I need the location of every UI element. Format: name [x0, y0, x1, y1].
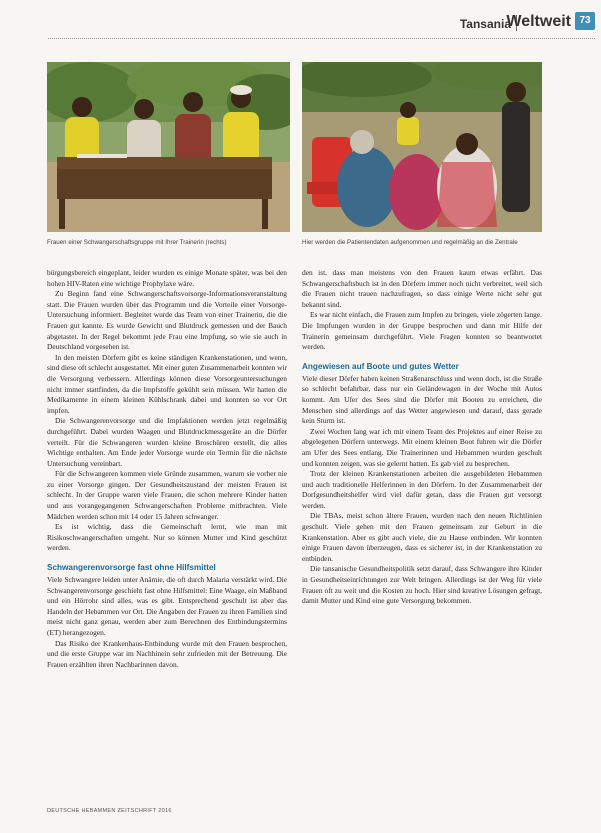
paragraph: Viele Schwangere leiden unter Anämie, die oft durch Malaria verstärkt wird. Die Schwangerenvorsorge geschieht fast ohne Hilfsmittel: Eine Waage, ein Maßband und ein Hörrohr sind alles, was es gibt. Entsprechend geschult ist aber das Handeln der Hebammen vor Ort. Die Angaben der Frauen zu ihren Familien sind meist nicht ganz genau, werden aber zum Berechnen des Entbindungstermins (ET) herangezogen. [47, 575, 287, 637]
article-column-left [47, 268, 287, 670]
page-header [0, 8, 601, 38]
article-column-right [302, 268, 542, 607]
header-section: Weltweit [506, 13, 571, 30]
photo-data-recording-image [302, 62, 542, 232]
paragraph: Die tansanische Gesundheitspolitik setzt darauf, dass Schwangere ihre Kinder in Gesundheitseinrichtungen zur Welt bringen. Allerdings ist der Weg für viele Frauen oft zu weit und die Kosten zu hoch. Hier sind kreative Lösungen gefragt, damit Mutter und Kind eine gute Versorgung bekommen. [302, 564, 542, 606]
paragraph: Trotz der kleinen Krankenstationen arbeiten die ausgebildeten Hebammen und auch traditionelle Helferinnen in den Dörfern. In der Zusammenarbeit der Dorfgesundheitshelfer wird viel dafür getan, dass die Frauen gut versorgt werden. [302, 469, 542, 510]
photo-caption-1: Frauen einer Schwangerschaftsgruppe mit Ihrer Trainerin (rechts) [47, 239, 227, 246]
photo-women-group-image [47, 62, 290, 232]
paragraph: Die Schwangerenvorsorge und die Impfaktionen werden jetzt regelmäßig durchgeführt. Dabei wurden Waagen und Blutdruckmessgeräte an die Dörfer verteilt. Für die Schwangeren wurden kleine Broschüren erstellt, die alles Wichtige enthalten. Am Ende jeder Vorsorge wurde ein Termin für die nächste Untersuchung vereinbart. [47, 416, 287, 468]
paragraph: Zwei Wochen lang war ich mit einem Team des Projektes auf einer Reise zu abgelegenen Dörfern unterwegs. Mit einem kleinen Boot fuhren wir die Dörfer am Ufer des Sees entlang. Die Trainerinnen und Hebammen wurden geschult und konnten zeigen, was sie gelernt hatten. Es gab viel zu besprechen. [302, 426, 542, 468]
subheading-right: Angewiesen auf Boote und gutes Wetter [302, 361, 459, 371]
paragraph: den ist, dass man meistens von den Frauen kaum etwas erfährt. Das Schwangerschaftsbuch ist in den Dörfern immer noch nicht verbreitet, weil sich die Frauen nicht trauen nachzufragen, so dass einige Werte nicht sehr gut bekannt sind. [302, 268, 542, 309]
paragraph: bürgungsbereich eingeplant, leider wurden es einige Monate später, was bei den hohen HIV-Raten eine wichtige Prophylaxe wäre. [47, 268, 287, 288]
paragraph: Die TBAs, meist schon ältere Frauen, wurden nach den neuen Richtlinien geschult. Viele gehen mit den Frauen gemeinsam zur Geburt in die Krankenstation. Aber es gibt auch viele, die zu Hause entbinden. Wir konnten einige Frauen davon überzeugen, dass es sicherer ist, in der Krankenstation zu entbinden. [302, 511, 542, 563]
photo-caption-2: Hier werden die Patientendaten aufgenommen und regelmäßig an die Zentrale [302, 239, 518, 246]
photo-women-group [47, 62, 290, 232]
header-country: Tansania [459, 17, 511, 31]
paragraph: Für die Schwangeren kommen viele Gründe zusammen, warum sie vorher nie zu einer Vorsorge gingen. Der Gesundheitszustand der meisten Frauen ist schlecht. In der Gruppe waren viele Frauen, die schon mehrere Kinder hatten und aus vorangegangenen Schwangerschaften Probleme mitbrachten. Viele Mädchen werden schon mit 14 oder 15 Jahren schwanger. [47, 469, 287, 521]
paragraph: Es war nicht einfach, die Frauen zum Impfen zu bringen, viele zögerten lange. Die Impfungen wurden in der Gruppe besprochen und dann mit Hilfe der Trainerin gemeinsam durchgeführt. Viele Fragen konnten so beantwortet werden. [302, 310, 542, 352]
header-rule [48, 38, 595, 39]
photo-data-recording [302, 62, 542, 232]
paragraph: Zu Beginn fand eine Schwangerschaftsvorsorge-Informationsveranstaltung statt. Die Frauen wurden über das Programm und die Vorteile einer Vorsorge-Untersuchung informiert. Begleitet wurde das Team von einer Trainerin, die die Frauen gut kannte. Es wurde Gewicht und Blutdruck gemessen und der Bauch abgetastet. In der Regel bekommt jede Frau eine Impfung, so wie sie auch in Deutschland vorgesehen ist. [47, 289, 287, 352]
paragraph: In den meisten Dörfern gibt es keine ständigen Krankenstationen, und wenn, sind diese oft schlecht ausgestattet. Mit einer guten Zusammenarbeit konnten wir die Versorgung verbessern. Allerdings können diese Vorsorgeuntersuchungen nicht immer stattfinden, da die Impfstoffe gekühlt sein müssen. Wir hatten die Medikamente in einem kleinen Kühlschrank dabei und konnten so vor Ort impfen. [47, 352, 287, 415]
paragraph: Es ist wichtig, dass die Gemeinschaft lernt, wie man mit Risikoschwangerschaften umgeht. Nur so können Mutter und Kind geschützt werden. [47, 522, 287, 553]
page-footer: DEUTSCHE HEBAMMEN ZEITSCHRIFT 2016 [47, 808, 172, 814]
page-number: 73 [575, 12, 595, 30]
paragraph: Das Risiko der Krankenhaus-Entbindung wurde mit den Frauen besprochen, und die erste Gruppe war im Nachhinein sehr zufrieden mit der Betreuung. Die Frauen erzählten ihren Nachbarinnen davon. [47, 638, 287, 669]
paragraph: Viele dieser Dörfer haben keinen Straßenanschluss und wenn doch, ist die Straße so schlecht befahrbar, dass nur ein Geländewagen in der Woche mit Autos kommt. Am Ufer des Sees sind die Dörfer mit Booten zu erreichen, die Menschen sind allerdings auf das Wetter angewiesen und darauf, dass gerade kein Sturm ist. [302, 373, 542, 426]
subheading-left: Schwangerenvorsorge fast ohne Hilfsmittel [47, 563, 216, 573]
